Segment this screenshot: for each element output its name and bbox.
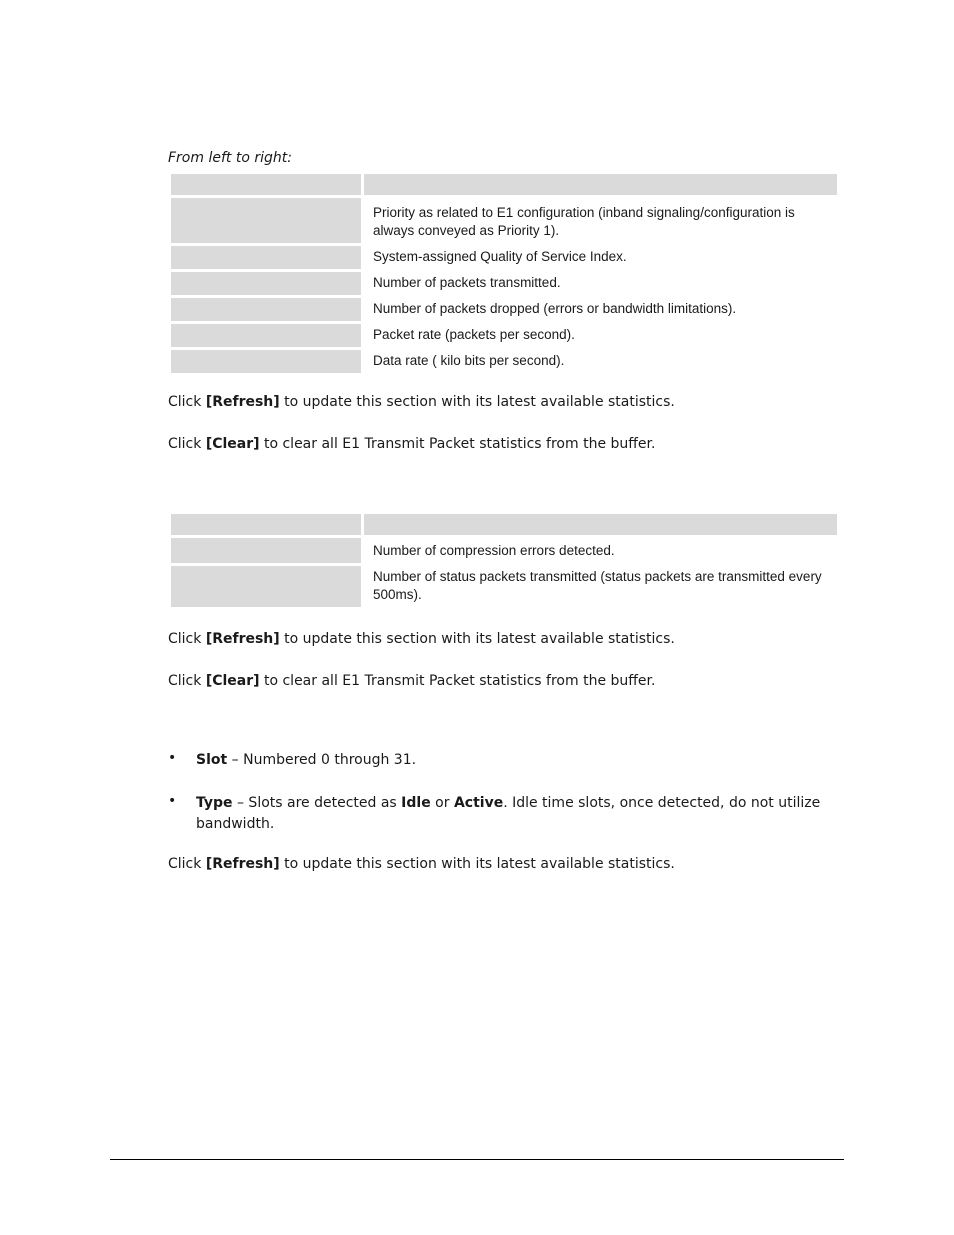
refresh-label: [Refresh] <box>205 631 280 647</box>
row-label-cell <box>171 298 361 321</box>
table-row <box>171 566 837 607</box>
row-label-cell <box>171 272 361 295</box>
table-row <box>171 298 837 321</box>
header-cell <box>171 514 361 535</box>
refresh-instruction-2: Click [Refresh] to update this section with its latest available statistics. <box>168 631 675 647</box>
header-cell <box>171 174 361 195</box>
table-row <box>171 350 837 373</box>
footer-rule <box>110 1159 844 1160</box>
bullet-marker: • <box>168 793 177 809</box>
row-description: System-assigned Quality of Service Index. <box>364 246 837 269</box>
refresh-instruction-1: Click [Refresh] to update this section with its latest available statistics. <box>168 394 675 410</box>
row-description: Packet rate (packets per second). <box>364 324 837 347</box>
intro-text: From left to right: <box>168 150 292 166</box>
table-row <box>171 538 837 563</box>
clear-label: [Clear] <box>205 673 260 689</box>
row-description: Number of packets transmitted. <box>364 272 837 295</box>
bullet-marker: • <box>168 750 177 766</box>
clear-instruction-1: Click [Clear] to clear all E1 Transmit Packet statistics from the buffer. <box>168 436 656 452</box>
type-label: Type <box>196 795 233 811</box>
table-header-row <box>171 174 837 195</box>
refresh-instruction-3: Click [Refresh] to update this section with its latest available statistics. <box>168 856 675 872</box>
slot-label: Slot <box>196 752 228 768</box>
row-label-cell <box>171 566 361 607</box>
header-cell <box>364 174 837 195</box>
bullet-type: • Type – Slots are detected as Idle or Active. Idle time slots, once detected, do not utilize bandwidth. <box>168 793 821 832</box>
row-description: Priority as related to E1 configuration (inband signaling/configuration is always conveyed as Priority 1). <box>364 198 837 243</box>
refresh-label: [Refresh] <box>205 856 280 872</box>
row-description: Data rate ( kilo bits per second). <box>364 350 837 373</box>
idle-label: Idle <box>401 795 431 811</box>
row-description: Number of status packets transmitted (status packets are transmitted every 500ms). <box>364 566 837 607</box>
refresh-label: [Refresh] <box>205 394 280 410</box>
table-row <box>171 272 837 295</box>
row-description: Number of compression errors detected. <box>364 538 837 563</box>
row-label-cell <box>171 324 361 347</box>
active-label: Active <box>453 795 504 811</box>
row-label-cell <box>171 198 361 243</box>
row-label-cell <box>171 350 361 373</box>
table-header-row <box>171 514 837 535</box>
table-row <box>171 198 837 243</box>
clear-label: [Clear] <box>205 436 260 452</box>
table-row <box>171 324 837 347</box>
bullet-slot: • Slot – Numbered 0 through 31. <box>168 750 417 768</box>
tx-packet-stats-table <box>168 171 840 376</box>
row-label-cell <box>171 538 361 563</box>
status-stats-table <box>168 511 840 610</box>
row-label-cell <box>171 246 361 269</box>
row-description: Number of packets dropped (errors or bandwidth limitations). <box>364 298 837 321</box>
clear-instruction-2: Click [Clear] to clear all E1 Transmit Packet statistics from the buffer. <box>168 673 656 689</box>
table-row <box>171 246 837 269</box>
header-cell <box>364 514 837 535</box>
